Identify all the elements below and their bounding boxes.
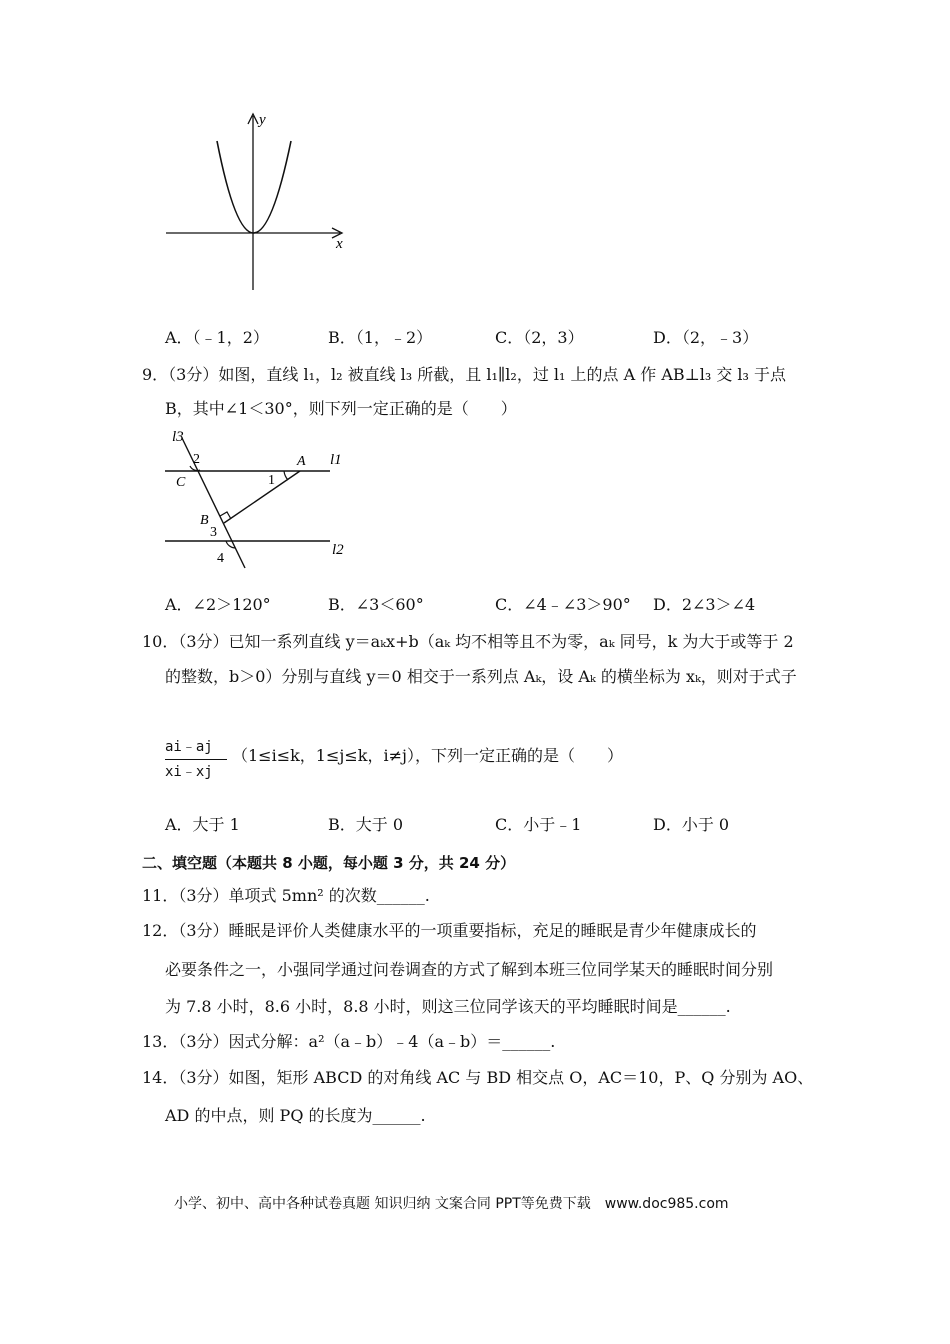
y-axis-label: y [259, 112, 266, 128]
q8-option-c[interactable]: C．（2，3） [495, 328, 584, 347]
q12-stem-line2: 必要条件之一，小强同学通过问卷调查的方式了解到本班三位同学某天的睡眠时间分别 [165, 960, 774, 979]
q14-stem-line1: 14．（3分）如图，矩形 ABCD 的对角线 AC 与 BD 相交点 O，AC＝10，P、Q 分别为 AO、 [142, 1068, 814, 1087]
q13-stem: 13．（3分）因式分解：a²（a﹣b）﹣4（a﹣b）＝______. [142, 1032, 556, 1051]
q9-option-b[interactable]: B．∠3＜60° [328, 595, 424, 614]
label-b: B [200, 513, 209, 528]
right-angle-mark [220, 512, 231, 519]
q10-option-d[interactable]: D．小于 0 [653, 815, 730, 834]
q9-stem-line2: B，其中∠1＜30°，则下列一定正确的是（ ） [165, 399, 517, 418]
label-angle-4: 4 [217, 551, 224, 566]
q10-stem-line2: 的整数，b＞0）分别与直线 y＝0 相交于一系列点 Aₖ，设 Aₖ 的横坐标为 xₖ，则对于式子 [165, 667, 797, 686]
q10-option-a[interactable]: A．大于 1 [165, 815, 240, 834]
angle-1-arc [284, 471, 288, 480]
q8-option-d[interactable]: D．（2，﹣3） [653, 328, 759, 347]
label-l3: l3 [172, 429, 184, 445]
parabola-graph [160, 108, 360, 298]
parabola-curve [217, 141, 291, 233]
q9-option-d[interactable]: D．2∠3＞∠4 [653, 595, 756, 614]
fraction-numerator: ai﹣aj [165, 739, 213, 755]
q12-stem-line1: 12．（3分）睡眠是评价人类健康水平的一项重要指标，充足的睡眠是青少年健康成长的 [142, 921, 757, 940]
fraction-denominator: xi﹣xj [165, 764, 213, 780]
q12-stem-line3: 为 7.8 小时，8.6 小时，8.8 小时，则这三位同学该天的平均睡眠时间是______. [165, 997, 731, 1016]
q9-figure [160, 428, 360, 573]
q10-fraction [165, 736, 233, 783]
q10-option-b[interactable]: B．大于 0 [328, 815, 404, 834]
label-angle-2: 2 [193, 452, 200, 467]
q10-condition: （1≤i≤k，1≤j≤k，i≠j），下列一定正确的是（ ） [232, 746, 623, 765]
q9-option-a[interactable]: A．∠2＞120° [165, 595, 271, 614]
label-l1: l1 [330, 452, 342, 468]
page-footer: 小学、初中、高中各种试卷真题 知识归纳 文案合同 PPT等免费下载 www.doc985.com [174, 1196, 729, 1212]
q14-stem-line2: AD 的中点，则 PQ 的长度为______. [165, 1106, 426, 1125]
q11-stem: 11．（3分）单项式 5mn² 的次数______. [142, 886, 430, 905]
label-angle-1: 1 [268, 473, 275, 488]
q8-option-b[interactable]: B．（1，﹣2） [328, 328, 433, 347]
q10-option-c[interactable]: C．小于﹣1 [495, 815, 582, 834]
line-l3 [182, 438, 245, 568]
x-axis-label: x [336, 236, 343, 252]
segment-ab [224, 471, 300, 523]
label-l2: l2 [332, 542, 344, 558]
fraction-bar [165, 759, 227, 760]
section-2-heading: 二、填空题（本题共 8 小题，每小题 3 分，共 24 分） [142, 854, 516, 872]
label-angle-3: 3 [210, 525, 217, 540]
label-c: C [176, 475, 186, 490]
label-a: A [297, 454, 306, 469]
q9-stem-line1: 9．（3分）如图，直线 l₁，l₂ 被直线 l₃ 所截，且 l₁∥l₂，过 l₁ 上的点 A 作 AB⊥l₃ 交 l₃ 于点 [142, 365, 787, 384]
q9-option-c[interactable]: C．∠4﹣∠3＞90° [495, 595, 631, 614]
q10-stem-line1: 10．（3分）已知一系列直线 y＝aₖx+b（aₖ 均不相等且不为零，aₖ 同号，k 为大于或等于 2 [142, 632, 794, 651]
q8-option-a[interactable]: A．（﹣1，2） [165, 328, 269, 347]
